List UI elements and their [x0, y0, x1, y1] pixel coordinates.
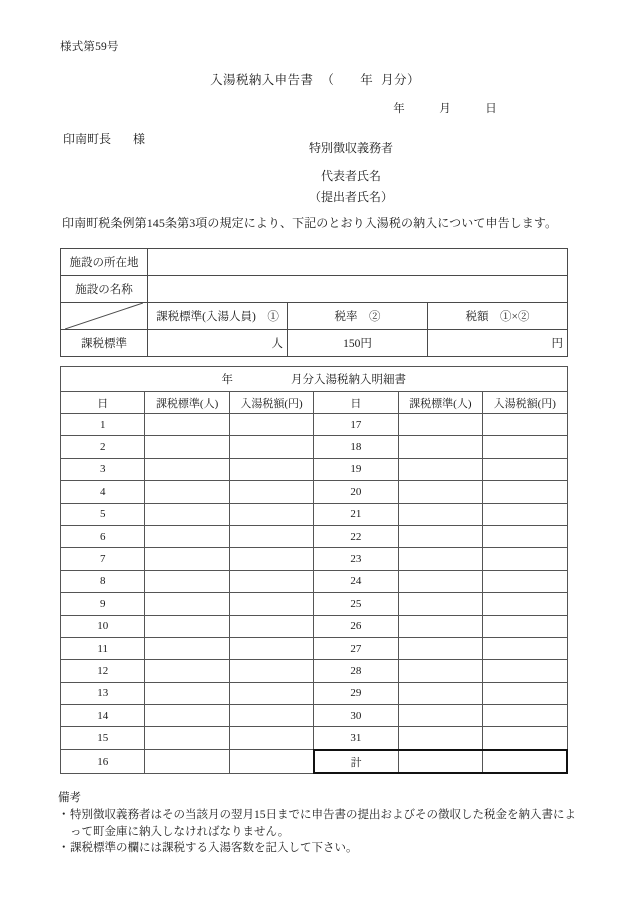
- amount-cell-left[interactable]: [229, 436, 313, 458]
- date-month-label: 月: [439, 103, 451, 115]
- amount-cell-left[interactable]: [229, 481, 313, 503]
- day-cell-right: 21: [314, 503, 398, 525]
- amount-cell-right[interactable]: [483, 548, 567, 570]
- day-cell-left: 2: [61, 436, 145, 458]
- day-cell-left: 10: [61, 615, 145, 637]
- base-cell-left[interactable]: [145, 481, 229, 503]
- base-cell-right[interactable]: [398, 458, 482, 480]
- tax-rate-value: 150円: [288, 330, 428, 357]
- amount-cell-left[interactable]: [229, 750, 313, 773]
- day-cell-left: 11: [61, 637, 145, 659]
- notes-section: [58, 790, 578, 856]
- base-cell-left[interactable]: [145, 750, 229, 773]
- total-amount-cell[interactable]: [483, 750, 567, 773]
- amount-cell-right[interactable]: [483, 414, 567, 436]
- date-line: [0, 100, 630, 116]
- day-cell-right: 22: [314, 525, 398, 547]
- day-cell-left: 13: [61, 682, 145, 704]
- day-cell-right: 19: [314, 458, 398, 480]
- amount-cell-right[interactable]: [483, 570, 567, 592]
- note-text: 特別徴収義務者はその当該月の翌月15日までに申告書の提出およびその徴収した税金を納入書によって町金庫に納入しなければなりません。: [70, 809, 576, 838]
- form-number: 様式第59号: [60, 41, 119, 53]
- day-cell-right: 26: [314, 615, 398, 637]
- facility-name-label: 施設の名称: [61, 276, 148, 303]
- table-row: [61, 414, 568, 436]
- day-cell-right: 27: [314, 637, 398, 659]
- day-cell-left: 16: [61, 750, 145, 773]
- base-cell-left[interactable]: [145, 637, 229, 659]
- note-bullet-icon: ・: [58, 841, 70, 854]
- tax-amount-field[interactable]: 円: [428, 330, 568, 357]
- base-cell-left[interactable]: [145, 593, 229, 615]
- base-cell-left[interactable]: [145, 414, 229, 436]
- table-row-total: [61, 750, 568, 773]
- base-cell-right[interactable]: [398, 660, 482, 682]
- amount-cell-left[interactable]: [229, 570, 313, 592]
- day-cell-right: 24: [314, 570, 398, 592]
- base-cell-right[interactable]: [398, 525, 482, 547]
- table-row: [61, 615, 568, 637]
- day-cell-right: 30: [314, 705, 398, 727]
- amount-cell-left[interactable]: [229, 660, 313, 682]
- detail-title-year-label: 年: [221, 374, 233, 386]
- amount-cell-left[interactable]: [229, 637, 313, 659]
- day-cell-left: 7: [61, 548, 145, 570]
- tax-amount-header: 税額 ①×②: [428, 303, 568, 330]
- day-cell-left: 8: [61, 570, 145, 592]
- day-cell-left: 5: [61, 503, 145, 525]
- table-row: [61, 503, 568, 525]
- table-row: [61, 548, 568, 570]
- special-collector-label: 特別徴収義務者: [308, 141, 393, 155]
- day-cell-left: 9: [61, 593, 145, 615]
- table-row: [61, 481, 568, 503]
- column-header-base-right: 課税標準(人): [398, 392, 482, 414]
- amount-cell-right[interactable]: [483, 615, 567, 637]
- day-cell-right: 28: [314, 660, 398, 682]
- day-cell-right: 25: [314, 593, 398, 615]
- total-base-cell[interactable]: [398, 750, 482, 773]
- table-row: [61, 593, 568, 615]
- amount-cell-left[interactable]: [229, 682, 313, 704]
- base-cell-left[interactable]: [145, 682, 229, 704]
- base-cell-right[interactable]: [398, 570, 482, 592]
- tax-rate-header: 税率 ②: [288, 303, 428, 330]
- table-row: [61, 637, 568, 659]
- tax-base-header: 課税標準(入湯人員) ①: [148, 303, 288, 330]
- base-cell-left[interactable]: [145, 705, 229, 727]
- column-header-base-left: 課税標準(人): [145, 392, 229, 414]
- table-row: [61, 660, 568, 682]
- tax-base-row-label: 課税標準: [61, 330, 148, 357]
- facility-name-input[interactable]: [148, 276, 568, 303]
- amount-cell-left[interactable]: [229, 548, 313, 570]
- base-cell-right[interactable]: [398, 705, 482, 727]
- table-row: [61, 436, 568, 458]
- base-cell-left[interactable]: [145, 615, 229, 637]
- addressee-name: 印南町長: [63, 132, 112, 146]
- base-cell-left[interactable]: [145, 570, 229, 592]
- column-header-day-left: 日: [61, 392, 145, 414]
- base-cell-right[interactable]: [398, 503, 482, 525]
- declaration-paragraph: 印南町税条例第145条第3項の規定により、下記のとおり入湯税の納入について申告します。: [62, 216, 558, 230]
- table-row: [61, 458, 568, 480]
- amount-cell-right[interactable]: [483, 503, 567, 525]
- amount-cell-left[interactable]: [229, 525, 313, 547]
- table-row-detail-title: [61, 367, 568, 392]
- amount-cell-left[interactable]: [229, 458, 313, 480]
- submitter-name-label: （提出者氏名）: [308, 190, 393, 204]
- notes-heading: 備考: [58, 792, 81, 804]
- base-cell-left[interactable]: [145, 503, 229, 525]
- table-row-facility-location: [61, 249, 568, 276]
- amount-cell-left[interactable]: [229, 615, 313, 637]
- day-cell-right: 20: [314, 481, 398, 503]
- base-cell-right[interactable]: [398, 593, 482, 615]
- day-cell-right: 29: [314, 682, 398, 704]
- amount-cell-right[interactable]: [483, 436, 567, 458]
- base-cell-left[interactable]: [145, 525, 229, 547]
- document-title-text: 入湯税納入申告書: [210, 73, 314, 87]
- table-row: [61, 727, 568, 750]
- amount-cell-left[interactable]: [229, 705, 313, 727]
- day-cell-left: 15: [61, 727, 145, 750]
- amount-cell-left[interactable]: [229, 727, 313, 750]
- base-cell-right[interactable]: [398, 436, 482, 458]
- title-month-label: 月分）: [381, 73, 420, 87]
- day-cell-right: 17: [314, 414, 398, 436]
- day-cell-left: 3: [61, 458, 145, 480]
- date-day-label: 日: [485, 103, 497, 115]
- day-cell-left: 1: [61, 414, 145, 436]
- day-cell-left: 6: [61, 525, 145, 547]
- day-cell-right: 18: [314, 436, 398, 458]
- table-row-facility-name: [61, 276, 568, 303]
- note-item: [58, 840, 578, 856]
- table-row: [61, 705, 568, 727]
- base-cell-right[interactable]: [398, 682, 482, 704]
- day-cell-right: 31: [314, 727, 398, 750]
- title-paren-open: （: [321, 73, 335, 87]
- note-text: 課税標準の欄には課税する入湯客数を記入して下さい。: [70, 841, 358, 854]
- amount-cell-right[interactable]: [483, 705, 567, 727]
- detail-title-rest: 月分入湯税納入明細書: [291, 374, 406, 386]
- note-bullet-icon: ・: [58, 809, 70, 822]
- table-row-tax-base-values: [61, 330, 568, 357]
- facility-tax-base-table: [60, 248, 568, 357]
- base-cell-left[interactable]: [145, 727, 229, 750]
- amount-cell-left[interactable]: [229, 414, 313, 436]
- base-cell-left[interactable]: [145, 548, 229, 570]
- date-year-label: 年: [393, 103, 405, 115]
- table-row: [61, 570, 568, 592]
- amount-cell-right[interactable]: [483, 481, 567, 503]
- amount-cell-right[interactable]: [483, 637, 567, 659]
- base-cell-right[interactable]: [398, 548, 482, 570]
- base-cell-right[interactable]: [398, 414, 482, 436]
- table-row: [61, 682, 568, 704]
- base-cell-right[interactable]: [398, 727, 482, 750]
- detail-table-title: [61, 367, 568, 392]
- column-header-day-right: 日: [314, 392, 398, 414]
- addressee-honorific: 様: [133, 132, 146, 146]
- column-header-amount-left: 入湯税額(円): [229, 392, 313, 414]
- day-cell-left: 14: [61, 705, 145, 727]
- daily-detail-table: [60, 366, 568, 774]
- facility-location-label: 施設の所在地: [61, 249, 148, 276]
- day-cell-right: 23: [314, 548, 398, 570]
- base-cell-right[interactable]: [398, 615, 482, 637]
- amount-cell-right[interactable]: [483, 525, 567, 547]
- amount-cell-right[interactable]: [483, 682, 567, 704]
- table-row: [61, 525, 568, 547]
- note-item: [58, 807, 578, 840]
- tax-base-people-field[interactable]: 人: [148, 330, 288, 357]
- day-cell-left: 12: [61, 660, 145, 682]
- total-label-cell: 計: [314, 750, 398, 773]
- base-cell-right[interactable]: [398, 481, 482, 503]
- base-cell-left[interactable]: [145, 660, 229, 682]
- representative-name-label: 代表者氏名: [320, 169, 381, 183]
- table-row-detail-headers: [61, 392, 568, 414]
- amount-cell-left[interactable]: [229, 503, 313, 525]
- page-title: [0, 70, 630, 88]
- amount-cell-right[interactable]: [483, 458, 567, 480]
- amount-cell-right[interactable]: [483, 593, 567, 615]
- base-cell-left[interactable]: [145, 436, 229, 458]
- amount-cell-left[interactable]: [229, 593, 313, 615]
- amount-cell-right[interactable]: [483, 727, 567, 750]
- base-cell-left[interactable]: [145, 458, 229, 480]
- diagonal-corner-cell: [61, 303, 148, 330]
- column-header-amount-right: 入湯税額(円): [483, 392, 567, 414]
- day-cell-left: 4: [61, 481, 145, 503]
- table-row-column-headers: [61, 303, 568, 330]
- title-year-label: 年: [360, 73, 374, 87]
- amount-cell-right[interactable]: [483, 660, 567, 682]
- facility-location-input[interactable]: [148, 249, 568, 276]
- base-cell-right[interactable]: [398, 637, 482, 659]
